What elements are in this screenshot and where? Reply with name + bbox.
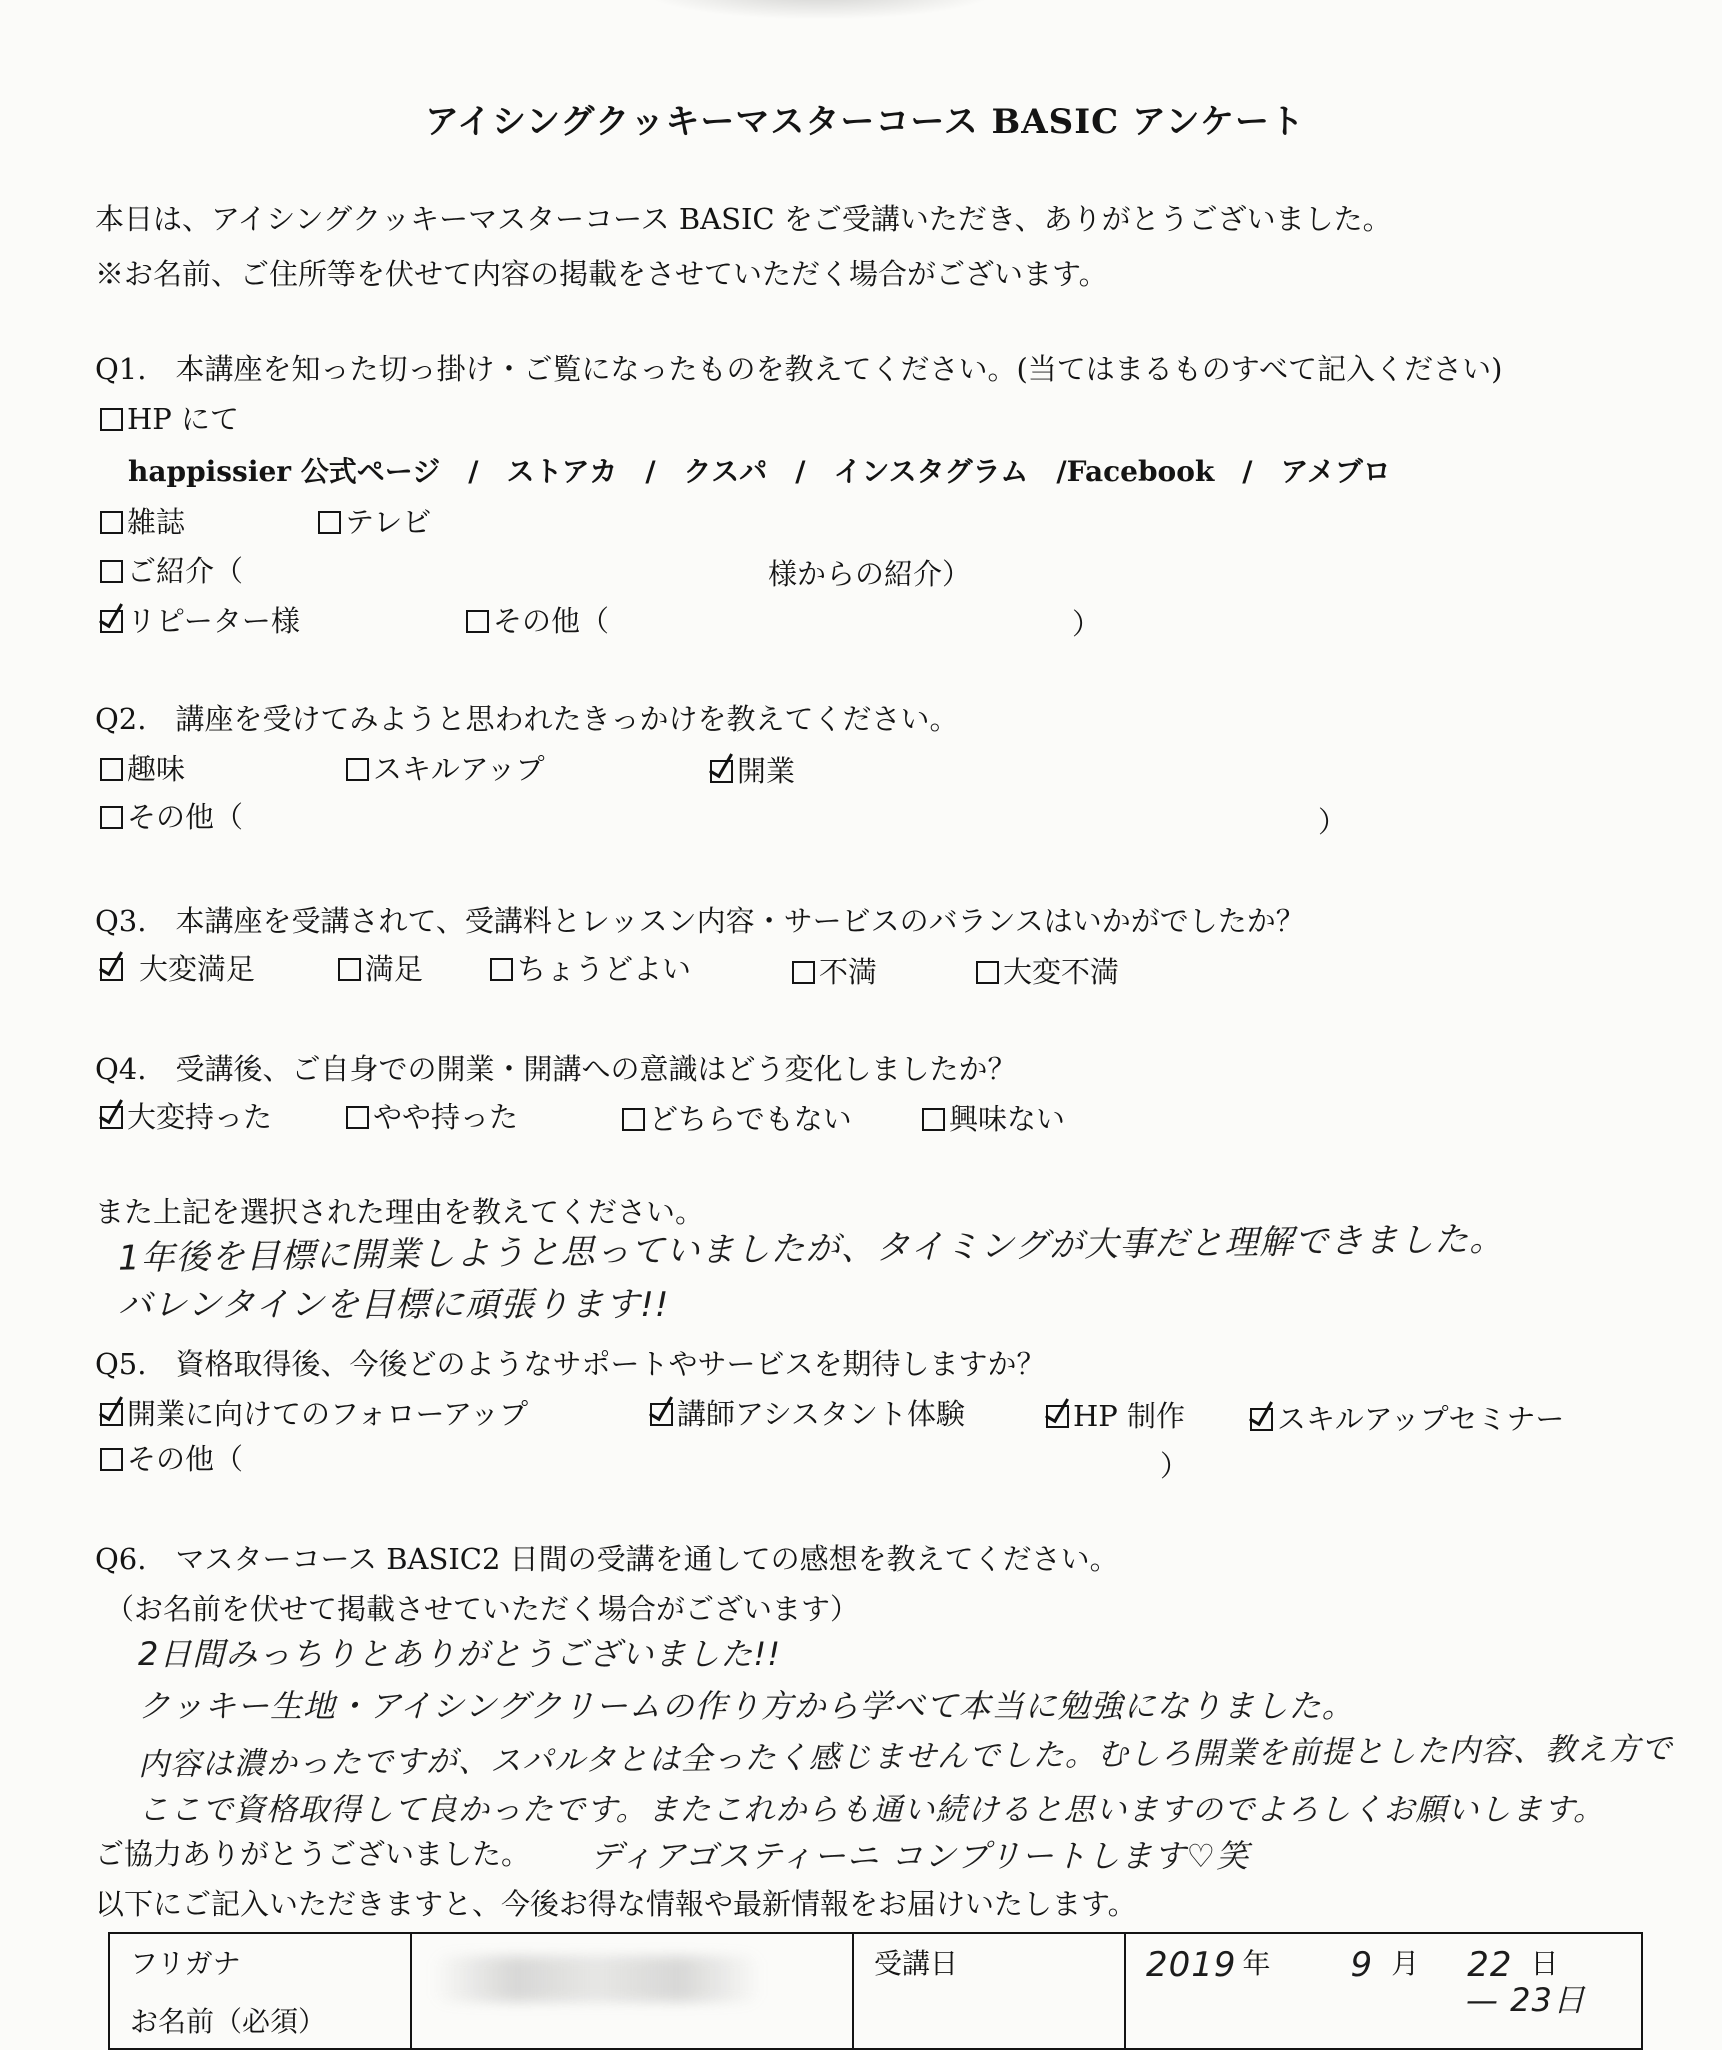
checkbox[interactable] [100,1448,123,1471]
date-year: 2019 [1146,1945,1237,1985]
checkbox[interactable] [100,806,123,829]
checkbox[interactable] [100,408,123,431]
option-label: リピーター様 [127,604,300,638]
q4-reason-answer-1: 1年後を目標に開業しようと思っていましたが、タイミングが大事だと理解できました。 [117,1219,1505,1279]
option-label: その他（ [493,604,610,638]
checkbox[interactable] [318,511,341,534]
option-label: ちょうどよい [517,952,692,986]
option-label: スキルアップセミナー [1277,1402,1565,1436]
checkbox-checked[interactable] [650,1403,673,1426]
checkbox[interactable] [922,1108,945,1131]
option-label: その他（ [127,1442,244,1476]
checkbox-checked[interactable] [100,610,123,633]
date-day-end: — 23日 [1466,1981,1586,2019]
q2-question: Q2. 講座を受けてみようと思われたきっかけを教えてください。 [95,702,959,736]
q5-other-close: ） [1160,1449,1190,1483]
option-label: 満足 [365,952,424,986]
option-label: テレビ [345,505,432,539]
q6-question: Q6. マスターコース BASIC2 日間の受講を通しての感想を教えてください。 [95,1542,1119,1576]
intro-line-2: ※お名前、ご住所等を伏せて内容の掲載をさせていただく場合がございます。 [95,257,1108,291]
thanks-text: ご協力ありがとうございました。 [95,1837,531,1871]
checkbox-checked[interactable] [100,958,123,981]
name-input-cell[interactable] [411,1933,853,2049]
q1-question: Q1. 本講座を知った切っ掛け・ご覧になったものを教えてください。(当てはまるものすべて記入ください) [95,352,1503,386]
q4-reason-answer-2: バレンタインを目標に頑張ります!! [118,1285,670,1325]
checkbox[interactable] [976,961,999,984]
contact-form-table [108,1932,1643,2050]
q3-question: Q3. 本講座を受講されて、受講料とレッスン内容・サービスのバランスはいかがでしたか？ [95,904,1305,938]
checkbox-checked[interactable] [100,1106,123,1129]
q6-answer-1: 2日間みっちりとありがとうございました!! [138,1635,782,1673]
q6-note: （お名前を伏せて掲載させていただく場合がございます） [105,1592,860,1626]
checkbox[interactable] [490,958,513,981]
checkbox[interactable] [346,1106,369,1129]
intro-line-1: 本日は、アイシングクッキーマスターコース BASIC をご受講いただき、ありがとうございました。 [95,202,1392,236]
q5-option-seminar[interactable] [1250,1402,1565,1436]
option-label: 趣味 [127,752,186,786]
option-label: 講師アシスタント体験 [677,1397,965,1431]
q1-referral-suffix: 様からの紹介） [768,557,972,591]
checkbox[interactable] [792,961,815,984]
q1-option-magazine[interactable] [100,505,186,539]
date-label-cell [853,1933,1125,2049]
q6-answer-2: クッキー生地・アイシングクリームの作り方から学べて本当に勉強になりました。 [138,1687,1355,1725]
day-unit: 日 [1530,1947,1559,1980]
q1-option-hp[interactable] [100,402,240,436]
checkbox-checked[interactable] [100,1403,123,1426]
footer-note: 以下にご記入いただきますと、今後お得な情報や最新情報をお届けいたします。 [95,1887,1137,1921]
q6-answer-5: ディアゴスティーニ コンプリートします♡笑 [590,1837,1250,1875]
q4-option-somewhat[interactable] [346,1100,519,1134]
option-label: その他（ [127,800,244,834]
checkbox-checked[interactable] [1250,1408,1273,1431]
q5-option-other[interactable] [100,1442,244,1476]
option-label: HP にて [127,402,240,436]
option-label: 開業に向けてのフォローアップ [127,1397,529,1431]
option-label: 興味ない [949,1102,1066,1136]
q2-option-opening[interactable] [710,754,796,788]
q6-answer-4: ここで資格取得して良かったです。またこれからも通い続けると思いますのでよろしくお願いします。 [138,1792,1606,1828]
q1-other-close: ） [1072,607,1102,641]
checkbox[interactable] [100,511,123,534]
q2-other-close: ） [1318,805,1348,839]
option-label: ご紹介（ [127,554,244,588]
q5-option-follow-up[interactable] [100,1397,529,1431]
q4-option-neutral[interactable] [622,1102,852,1136]
option-label: HP 制作 [1073,1399,1186,1433]
page-title: アイシングクッキーマスターコース BASIC アンケート [425,102,1305,142]
date-label: 受講日 [874,1947,959,1980]
option-label: どちらでもない [649,1102,852,1136]
option-label: 雑誌 [127,505,186,539]
date-day: 22 [1467,1945,1513,1985]
year-unit: 年 [1242,1947,1271,1980]
scan-smudge [640,0,1000,20]
date-month: 9 [1350,1945,1374,1985]
option-label: 大変持った [127,1100,273,1134]
date-value-cell[interactable] [1125,1933,1642,2049]
q4-question: Q4. 受講後、ご自身での開業・開講への意識はどう変化しましたか？ [95,1052,1017,1086]
checkbox[interactable] [346,758,369,781]
checkbox-checked[interactable] [710,760,733,783]
q4-option-very[interactable] [100,1100,273,1134]
option-label: やや持った [373,1100,519,1134]
redacted-name [432,1956,762,2002]
q3-option-dissatisfied[interactable] [792,955,878,989]
checkbox[interactable] [466,610,489,633]
q2-option-hobby[interactable] [100,752,186,786]
q1-option-repeater[interactable] [100,604,300,638]
checkbox[interactable] [622,1108,645,1131]
q5-option-assistant[interactable] [650,1397,965,1431]
furigana-label: フリガナ [130,1947,241,1980]
option-label: 大変満足 [139,952,256,986]
q3-option-very-satisfied[interactable] [100,952,256,986]
q4-reason-prompt: また上記を選択された理由を教えてください。 [95,1195,705,1229]
q1-option-tv[interactable] [318,505,432,539]
q3-option-satisfied[interactable] [338,952,424,986]
q2-option-other[interactable] [100,800,244,834]
name-label: お名前（必須） [130,2005,327,2038]
q5-question: Q5. 資格取得後、今後どのようなサポートやサービスを期待しますか？ [95,1347,1046,1381]
q3-option-just-right[interactable] [490,952,692,986]
q4-option-not-interested[interactable] [922,1102,1066,1136]
q3-option-very-dissatisfied[interactable] [976,955,1120,989]
option-label: スキルアップ [373,752,545,786]
checkbox[interactable] [100,560,123,583]
q1-option-referral[interactable] [100,554,244,588]
label-cell [109,1933,411,2049]
option-label: 開業 [737,754,796,788]
checkbox-checked[interactable] [1046,1405,1069,1428]
q1-option-other[interactable] [466,604,610,638]
q6-answer-3: 内容は濃かったですが、スパルタとは全ったく感じませんでした。むしろ開業を前提とした内容、教え方で [137,1730,1673,1784]
q2-option-skillup[interactable] [346,752,545,786]
option-label: 不満 [819,955,878,989]
checkbox[interactable] [338,958,361,981]
month-unit: 月 [1391,1947,1420,1980]
q1-hp-sources: happissier 公式ページ / ストアカ / クスパ / インスタグラム /Facebook / アメブロ [128,455,1391,488]
option-label: 大変不満 [1003,955,1120,989]
checkbox[interactable] [100,758,123,781]
q5-option-hp[interactable] [1046,1399,1186,1433]
